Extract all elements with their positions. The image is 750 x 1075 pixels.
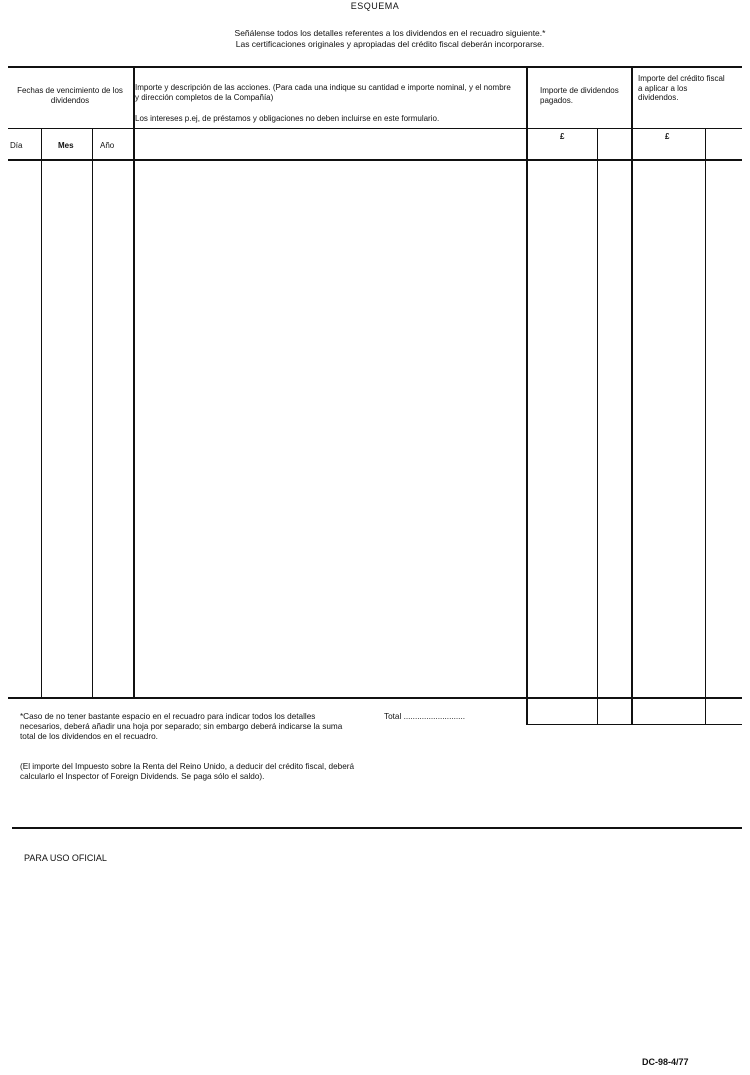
instruction-line-2: Las certificaciones originales y apropiadas del crédito fiscal deberán incorporarse. — [235, 39, 545, 49]
form-title: ESQUEMA — [350, 1, 400, 11]
footnote-tax: (El importe del Impuesto sobre la Renta del Reino Unido, a deducir del crédito fiscal, deberá calcularlo el Inspector of Foreign Dividends. Se paga sólo el saldo). — [20, 762, 355, 781]
ano-header: Año — [100, 141, 115, 150]
total-dots: ........................... — [403, 712, 465, 721]
official-separator — [12, 827, 742, 829]
total-row-bottom-border — [526, 724, 742, 725]
instruction-line-1: Señálense todos los detalles referentes a los dividendos en el recuadro siguiente.* — [234, 28, 546, 38]
form-code: DC-98-4/77 — [642, 1057, 689, 1067]
paid-credit-divider — [631, 67, 633, 725]
instructions — [150, 28, 630, 50]
total-label: Total — [384, 712, 402, 721]
dia-mes-divider — [41, 128, 42, 697]
dates-column-header: Fechas de vencimiento de los dividendos — [17, 86, 123, 105]
credit-pence-divider — [705, 128, 706, 725]
credit-column-header: Importe del crédito fiscal a aplicar a los dividendos. — [638, 74, 725, 102]
dia-header: Día — [10, 141, 23, 150]
official-use-label: PARA USO OFICIAL — [24, 853, 107, 863]
description-column-header: Importe y descripción de las acciones. (Para cada una indique su cantidad e importe nominal, y el nombre y dirección completos de la Compañía) — [135, 83, 511, 102]
paid-currency: £ — [560, 132, 565, 141]
paid-column-header: Importe de dividendos pagados. — [540, 86, 619, 105]
total-row — [384, 712, 465, 722]
footnote-space: *Caso de no tener bastante espacio en el recuadro para indicar todos los detalles necesarios, deberá añadir una hoja por separado; sin embargo deberá indicarse la suma total de los dividendos en el recuadro. — [20, 712, 343, 741]
paid-pence-divider — [597, 128, 598, 725]
mes-ano-divider — [92, 128, 93, 697]
credit-currency: £ — [665, 132, 670, 141]
description-note: Los intereses p.ej, de préstamos y obligaciones no deben incluirse en este formulario. — [135, 114, 440, 123]
mes-header: Mes — [58, 141, 74, 150]
desc-paid-divider — [526, 67, 528, 725]
dates-desc-divider — [133, 67, 135, 697]
